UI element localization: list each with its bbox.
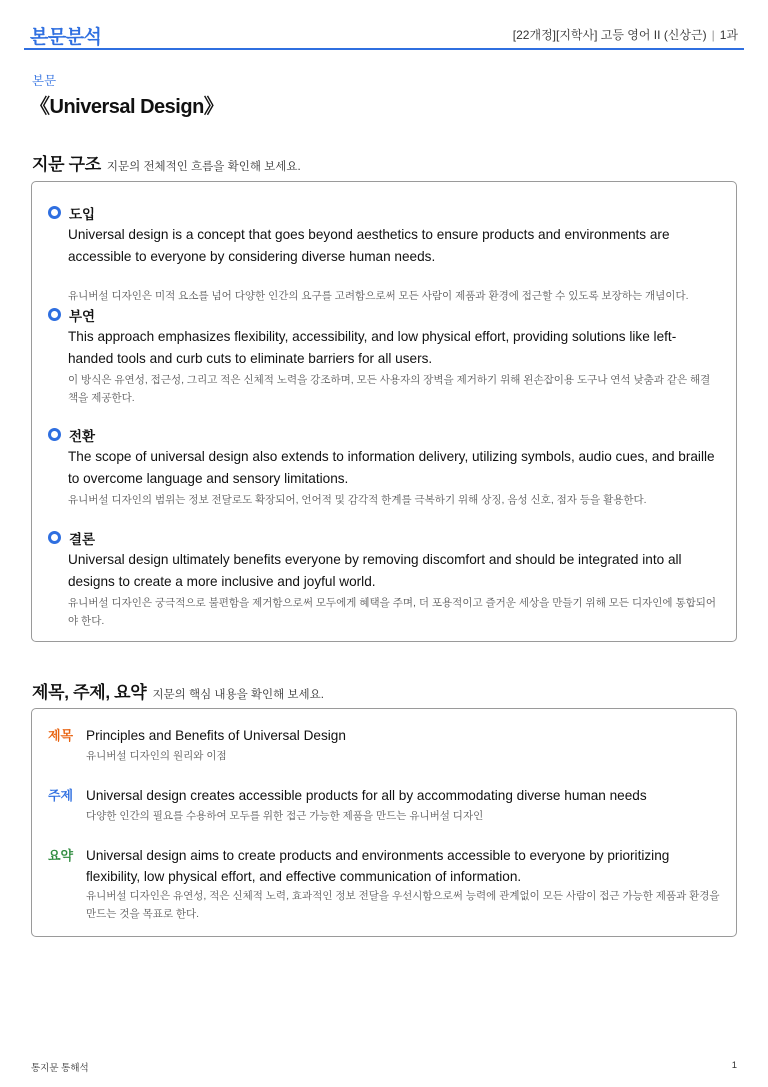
part-title: 결론 (69, 532, 96, 547)
part-english: Universal design is a concept that goes beyond aesthetics to ensure products and environments are accessible to everyone by considering diverse human needs. (68, 227, 670, 264)
structure-subtitle: 지문의 전체적인 흐름을 확인해 보세요. (106, 161, 301, 173)
row-english: Universal design aims to create products and environments accessible to everyone by prioritizing flexibility, low physical effort, and effective communication of information. (86, 848, 670, 884)
part-title: 도입 (69, 207, 96, 222)
page-header (24, 18, 744, 50)
part-korean: 유니버설 디자인은 미적 요소를 넘어 다양한 인간의 요구를 고려함으로써 모든 사람이 제품과 환경에 접근할 수 있도록 보장하는 개념이다. (68, 290, 689, 302)
summary-heading (32, 678, 324, 703)
summary-title: 제목, 주제, 요약 (32, 683, 147, 702)
lesson-number: 1과 (719, 28, 738, 42)
part-korean: 이 방식은 유연성, 접근성, 그리고 적은 신체적 노력을 강조하며, 모든 사용자의 장벽을 제거하기 위해 왼손잡이용 도구나 연석 낮춤과 같은 해결책을 제공한다. (68, 374, 711, 404)
course-name: [22개정][지학사] 고등 영어 II (신상근) (512, 28, 707, 42)
row-korean: 다양한 인간의 필요를 수용하여 모두를 위한 접근 가능한 제품을 만드는 유니버설 디자인 (86, 810, 484, 822)
structure-box (31, 181, 737, 642)
bullet-icon (48, 428, 61, 441)
bullet-icon (48, 308, 61, 321)
part-title: 부연 (69, 309, 96, 324)
part-english: The scope of universal design also extends to information delivery, utilizing symbols, audio cues, and braille to overcome language and sensory limitations. (68, 449, 715, 486)
brand-title: 본문분석 (30, 27, 102, 48)
bullet-icon (48, 531, 61, 544)
part-korean: 유니버설 디자인은 궁극적으로 불편함을 제거함으로써 모두에게 혜택을 주며, 더 포용적이고 즐거운 세상을 만들기 위해 모든 디자인에 통합되어야 한다. (68, 597, 717, 627)
part-title: 전환 (69, 429, 96, 444)
row-english: Principles and Benefits of Universal Design (86, 728, 346, 743)
part-english: Universal design ultimately benefits everyone by removing discomfort and should be integrated into all designs to create a more inclusive and joyful world. (68, 552, 682, 589)
row-tag: 제목 (48, 728, 74, 743)
summary-box (31, 708, 737, 937)
row-english: Universal design creates accessible products for all by accommodating diverse human needs (86, 788, 647, 803)
part-korean: 유니버설 디자인의 범위는 정보 전달로도 확장되어, 언어적 및 감각적 한계를 극복하기 위해 상징, 음성 신호, 점자 등을 활용한다. (68, 494, 647, 506)
row-tag: 주제 (48, 788, 74, 803)
separator: | (711, 28, 715, 42)
part-english: This approach emphasizes flexibility, accessibility, and low physical effort, providing solutions like left-handed tools and curb cuts to eliminate barriers for all users. (68, 329, 677, 366)
structure-heading (32, 150, 301, 175)
course-info (513, 26, 738, 43)
summary-subtitle: 지문의 핵심 내용을 확인해 보세요. (152, 689, 324, 701)
section-label: 본문 (32, 74, 57, 88)
footer-label: 통지문 통해석 (31, 1063, 89, 1074)
structure-title: 지문 구조 (32, 155, 101, 174)
bullet-icon (48, 206, 61, 219)
row-korean: 유니버설 디자인은 유연성, 적은 신체적 노력, 효과적인 정보 전달을 우선시함으로써 능력에 관계없이 모든 사람이 접근 가능한 제품과 환경을 만드는 것을 목표로 한다. (86, 890, 720, 920)
page-number: 1 (731, 1060, 737, 1071)
row-korean: 유니버설 디자인의 원리와 이점 (86, 750, 227, 762)
document-title: 《Universal Design》 (30, 96, 224, 118)
row-tag: 요약 (48, 848, 74, 863)
